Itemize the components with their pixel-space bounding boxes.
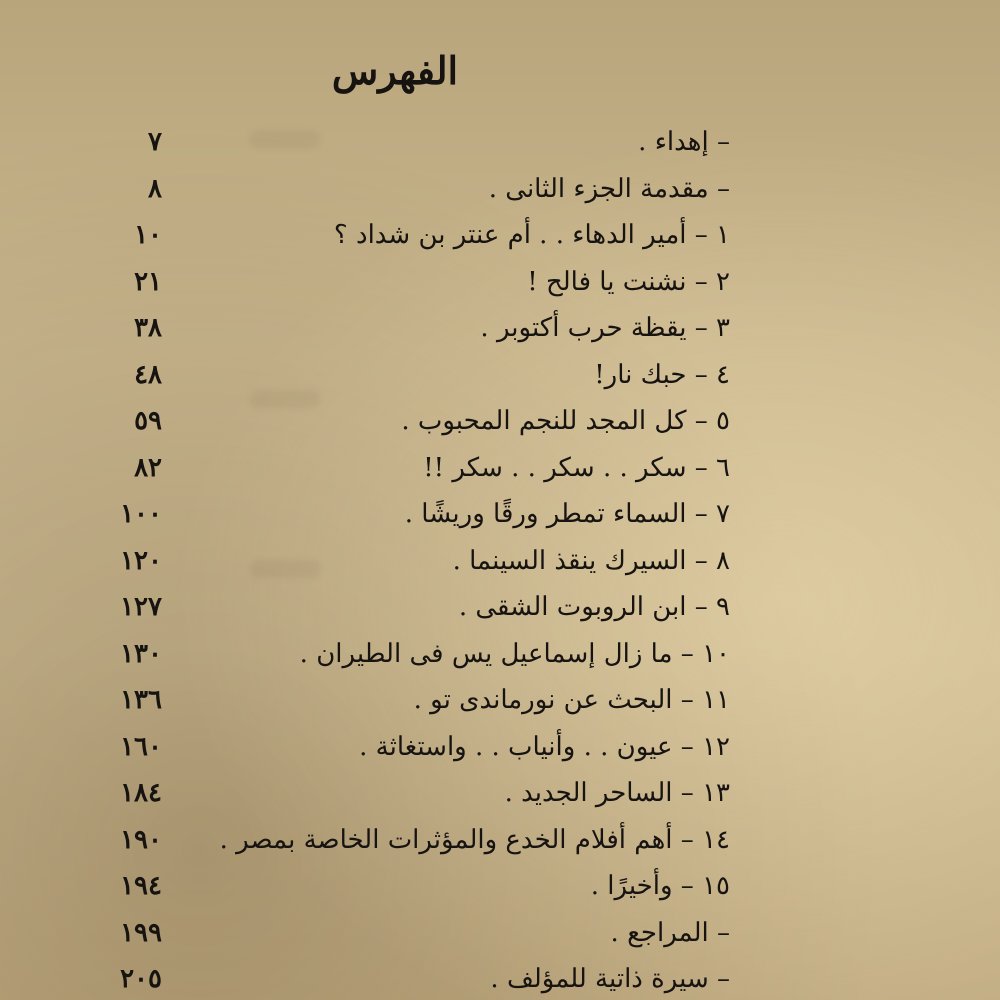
- toc-entry-title: ١١ – البحث عن نورماندى تو .: [413, 685, 730, 715]
- toc-entry-page-number: ١٩٠: [120, 824, 162, 855]
- toc-entry-page-number: ١٣٦: [120, 685, 162, 715]
- toc-entry-page-number: ١٠: [134, 220, 162, 250]
- toc-entry-page-number: ٨٢: [134, 452, 162, 483]
- toc-entry-page-number: ١٩٩: [120, 917, 162, 948]
- toc-entry-title: ٢ – نشنت يا فالح !: [527, 266, 730, 297]
- toc-entry: [0, 167, 1000, 211]
- toc-entry-title: ٨ – السيرك ينقذ السينما .: [452, 545, 730, 576]
- toc-entry: [0, 353, 1000, 397]
- toc-entry-page-number: ١٨٤: [120, 778, 162, 808]
- toc-entry-title: ٥ – كل المجد للنجم المحبوب .: [401, 406, 730, 436]
- page-title: الفهرس: [331, 48, 459, 93]
- toc-entry: [0, 213, 1000, 257]
- toc-entry-title: – سيرة ذاتية للمؤلف .: [490, 964, 730, 994]
- toc-entry-page-number: ١٢٠: [120, 545, 162, 576]
- toc-entry: [0, 911, 1000, 955]
- toc-entry-title: – إهداء .: [638, 127, 730, 157]
- toc-entry-page-number: ١٠٠: [120, 499, 162, 529]
- toc-entry-title: ١٠ – ما زال إسماعيل يس فى الطيران .: [299, 638, 730, 669]
- toc-entry: [0, 120, 1000, 164]
- toc-entry: [0, 864, 1000, 908]
- toc-entry-title: ٧ – السماء تمطر ورقًا وريشًا .: [404, 499, 730, 529]
- toc-entry: [0, 539, 1000, 583]
- toc-entry-page-number: ١٩٤: [120, 871, 162, 901]
- toc-entry-title: ١ – أمير الدهاء . . أم عنتر بن شداد ؟: [333, 220, 730, 250]
- toc-entry-title: ١٤ – أهم أفلام الخدع والمؤثرات الخاصة بمصر .: [219, 824, 730, 855]
- toc-entry-title: ١٣ – الساحر الجديد .: [504, 778, 730, 808]
- toc-entry-page-number: ٣٨: [134, 313, 162, 343]
- toc-entry-page-number: ٧: [148, 127, 162, 157]
- toc-entry: [0, 446, 1000, 490]
- toc-entry-page-number: ٥٩: [134, 406, 162, 436]
- toc-entry-page-number: ٢١: [134, 266, 162, 297]
- toc-entry: [0, 725, 1000, 769]
- toc-entry-title: ٣ – يقظة حرب أكتوبر .: [480, 313, 730, 343]
- toc-entry-page-number: ١٦٠: [120, 731, 162, 762]
- toc-entry: [0, 399, 1000, 443]
- toc-entry-title: – المراجع .: [610, 917, 730, 948]
- toc-entry-title: ٦ – سكر . . سكر . . سكر !!: [423, 452, 730, 483]
- toc-entry-title: ١٥ – وأخيرًا .: [590, 871, 730, 901]
- toc-entry: [0, 306, 1000, 350]
- toc-entry-title: ٤ – حبك نار!: [594, 359, 730, 390]
- toc-entry: [0, 771, 1000, 815]
- toc-entry: [0, 585, 1000, 629]
- toc-entry: [0, 492, 1000, 536]
- toc-entry-page-number: ٤٨: [134, 359, 162, 390]
- toc-entry-title: – مقدمة الجزء الثانى .: [488, 173, 730, 204]
- toc-entry: [0, 260, 1000, 304]
- toc-entry-page-number: ٨: [148, 173, 162, 204]
- toc-entry-page-number: ١٢٧: [120, 592, 162, 622]
- toc-entry: [0, 957, 1000, 1000]
- toc-entry: [0, 818, 1000, 862]
- toc-entry-title: ١٢ – عيون . . وأنياب . . واستغاثة .: [359, 731, 730, 762]
- toc-entry-page-number: ١٣٠: [120, 638, 162, 669]
- toc-entry-title: ٩ – ابن الروبوت الشقى .: [458, 592, 730, 622]
- toc-entry: [0, 632, 1000, 676]
- toc-entry-page-number: ٢٠٥: [120, 964, 162, 994]
- toc-entry: [0, 678, 1000, 722]
